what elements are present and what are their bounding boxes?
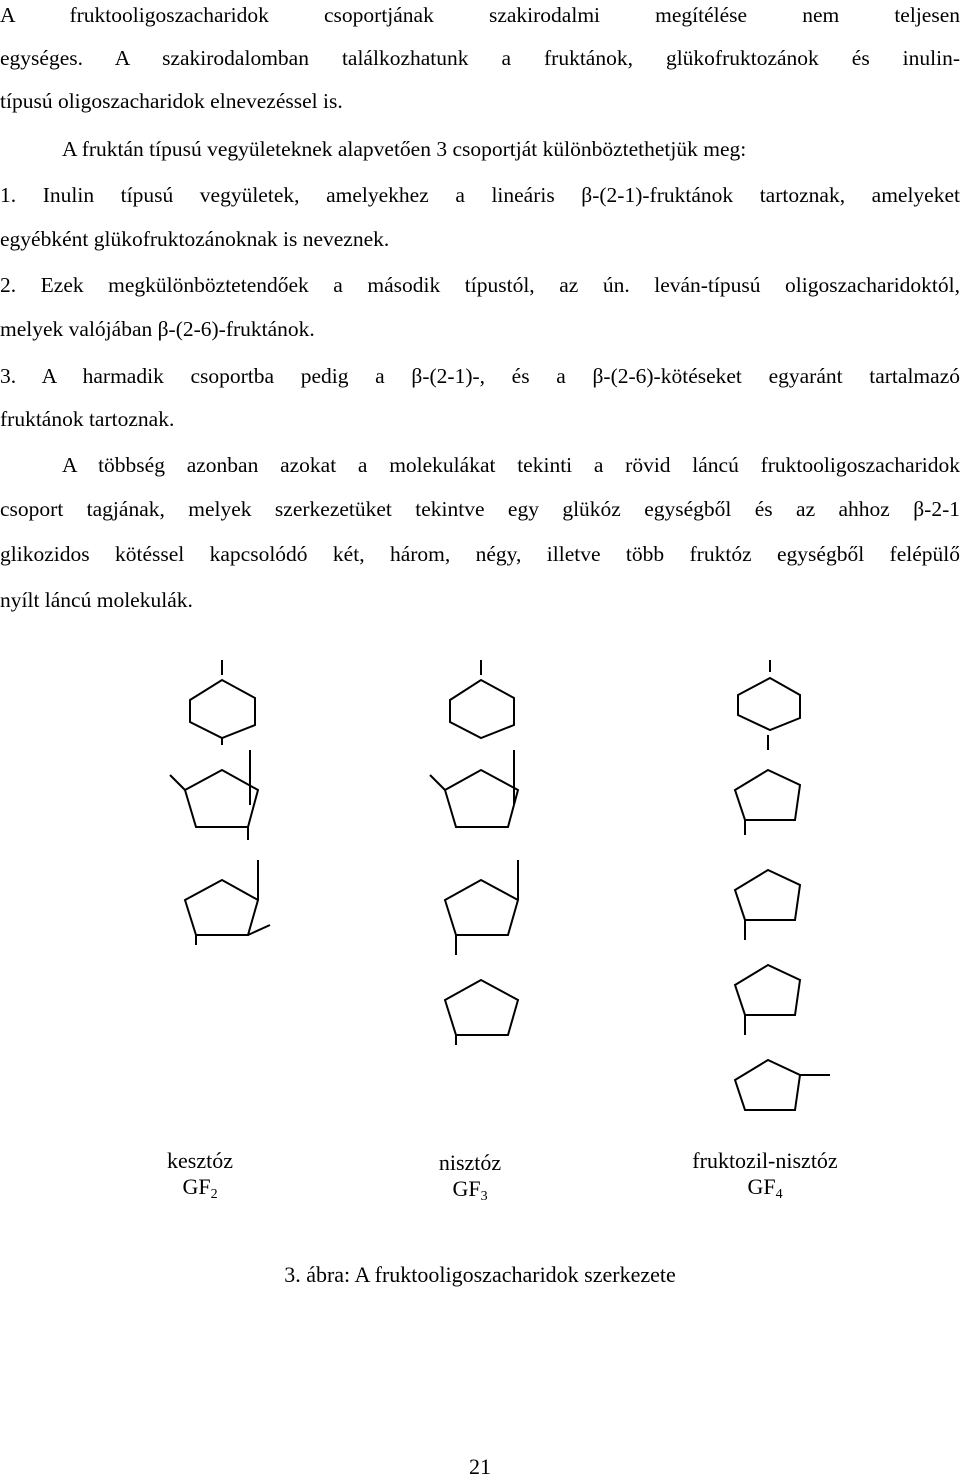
text-line-12: csoport tagjának, melyek szerkezetüket tekintve egy glükóz egységből és az ahhoz β-2-1	[0, 497, 960, 521]
text-line-5: 1. Inulin típusú vegyületek, amelyekhez a lineáris β-(2-1)-fruktánok tartoznak, amelyeket	[0, 183, 960, 207]
molecule-3-name: fruktozil-nisztóz	[692, 1148, 838, 1173]
text-line-3: típusú oligoszacharidok elnevezéssel is.	[0, 89, 343, 113]
molecule-1-formula	[130, 1174, 270, 1203]
formula-main: GF	[182, 1174, 211, 1199]
molecule-3-label	[670, 1148, 860, 1203]
text-line-11: A többség azonban azokat a molekulákat tekinti a rövid láncú fruktooligoszacharidok	[62, 453, 960, 477]
text-line-4: A fruktán típusú vegyületeknek alapvetően 3 csoportját különböztethetjük meg:	[62, 137, 747, 161]
molecule-2-formula	[400, 1176, 540, 1205]
molecule-1-label	[130, 1148, 270, 1203]
text-line-7: 2. Ezek megkülönböztetendőek a második típustól, az ún. leván-típusú oligoszacharidoktól,	[0, 273, 960, 297]
molecule-1-name: kesztóz	[167, 1148, 233, 1173]
molecule-2-name: nisztóz	[438, 1150, 502, 1175]
formula-main: GF	[747, 1174, 776, 1199]
formula-sub: 4	[775, 1187, 783, 1202]
text-line-10: fruktánok tartoznak.	[0, 407, 175, 431]
molecule-3-formula	[670, 1174, 860, 1203]
nisztoz-structure	[430, 660, 518, 1045]
formula-sub: 2	[210, 1187, 218, 1202]
structure-figure	[0, 630, 960, 1150]
molecule-2-label	[400, 1150, 540, 1205]
fruktozil-nisztoz-structure	[735, 660, 830, 1110]
text-line-2: egységes. A szakirodalomban találkozhatunk a fruktánok, glükofruktozánok és inulin-	[0, 46, 960, 70]
kesztoz-structure	[170, 660, 270, 945]
text-line-8: melyek valójában β-(2-6)-fruktánok.	[0, 317, 315, 341]
text-line-9: 3. A harmadik csoportba pedig a β-(2-1)-, és a β-(2-6)-kötéseket egyaránt tartalmazó	[0, 364, 960, 388]
text-line-1: A fruktooligoszacharidok csoportjának szakirodalmi megítélése nem teljesen	[0, 3, 960, 27]
formula-sub: 3	[480, 1189, 488, 1204]
page-number: 21	[469, 1454, 491, 1479]
figure-caption: 3. ábra: A fruktooligoszacharidok szerkezete	[284, 1262, 676, 1287]
formula-main: GF	[452, 1176, 481, 1201]
text-line-14: nyílt láncú molekulák.	[0, 588, 193, 612]
text-line-6: egyébként glükofruktozánoknak is neveznek.	[0, 227, 390, 251]
text-line-13: glikozidos kötéssel kapcsolódó két, három, négy, illetve több fruktóz egységből felépülő	[0, 542, 960, 566]
